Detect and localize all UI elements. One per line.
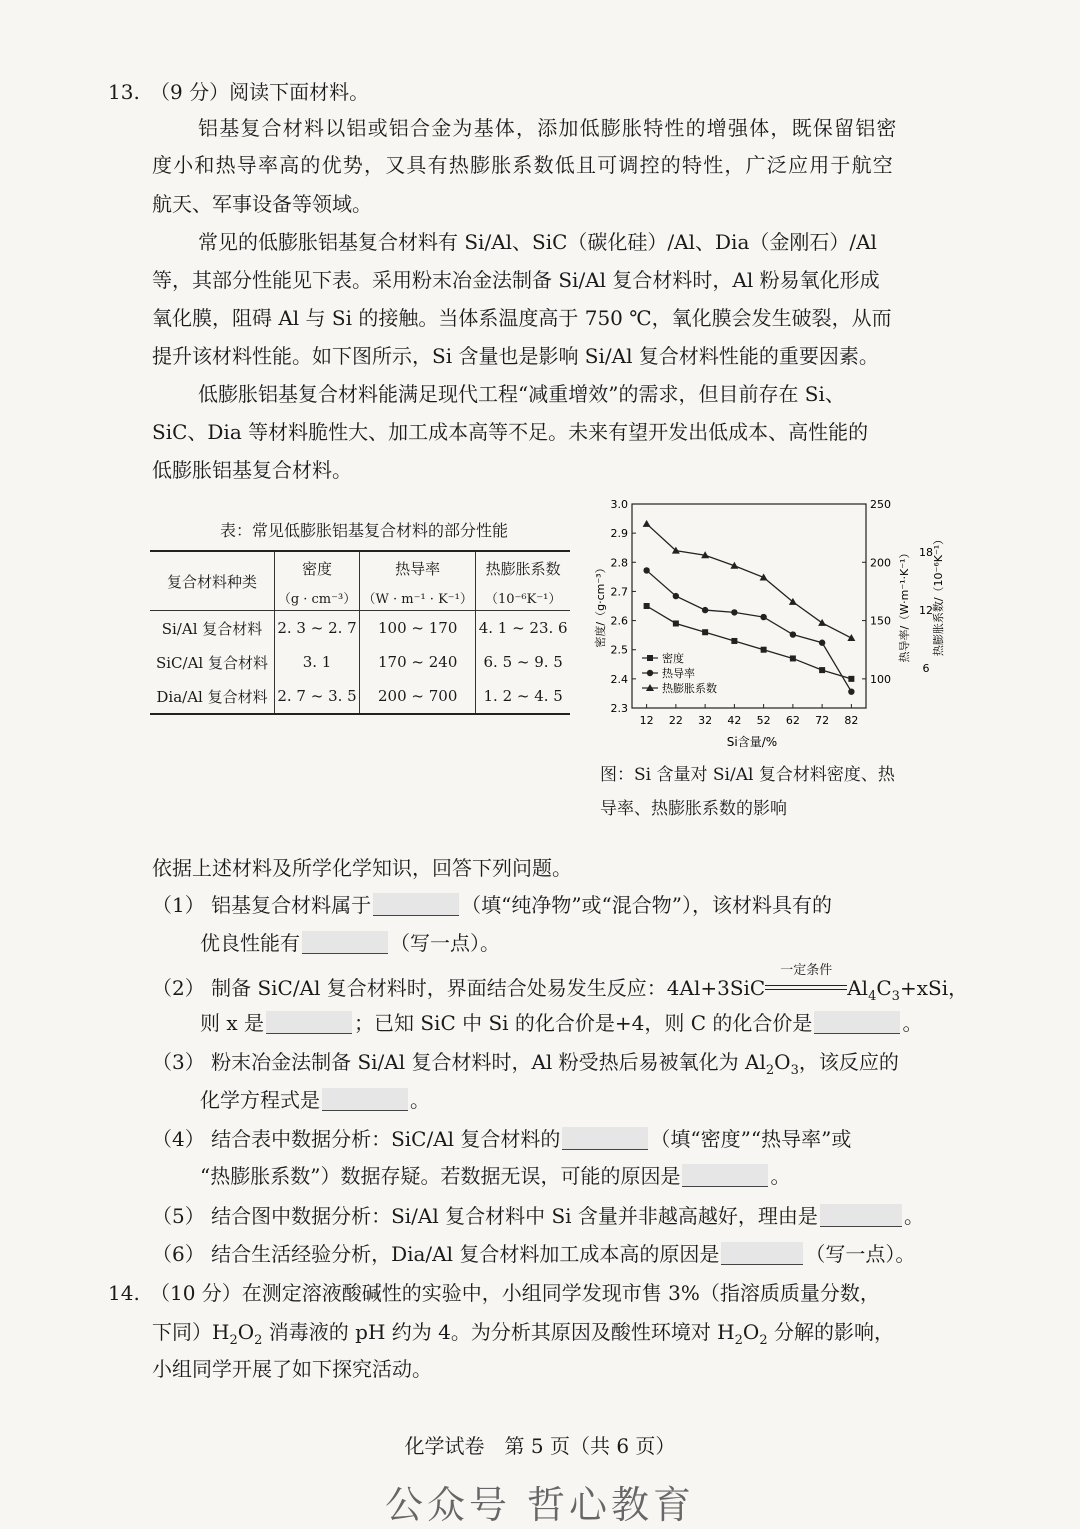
question-1 [152,893,832,917]
x-tick-label: 62 [785,714,800,727]
question-4 [152,1127,851,1151]
page-footer: 化学试卷 第 5 页（共 6 页） [404,1434,676,1458]
question-3-sub-3: 3 [790,1063,799,1078]
table-row [150,679,570,714]
table-cell: Dia/Al 复合材料 [150,679,275,714]
questions-intro: 依据上述材料及所学化学知识，回答下列问题。 [152,856,572,880]
x-tick-label: 72 [815,714,830,727]
conductivity-point [643,567,649,573]
table-header-density: 密度 [275,551,360,584]
question-14-line-1: （10 分）在测定溶液酸碱性的实验中，小组同学发现市售 3%（指溶质质量分数， [150,1281,880,1305]
question-2-line-2 [200,1011,922,1035]
question-2-text-g: 。 [902,1011,923,1035]
density-point [673,620,679,626]
q14-sub: 2 [734,1333,743,1348]
q14-text-b: O [237,1320,255,1344]
question-5-text-b: 。 [903,1204,924,1228]
question-14-line-2 [152,1320,894,1348]
x-tick-label: 32 [698,714,713,727]
legend-label: 热导率 [662,667,695,680]
question-6-text-a: （6） 结合生活经验分析，Dia/Al 复合材料加工成本高的原因是 [152,1242,720,1266]
paragraph-2-line-3: 氧化膜，阻碍 Al 与 Si 的接触。当体系温度高于 750 ℃，氧化膜会发生破裂，从而 [152,306,892,330]
chart-ylabel-left: 密度/（g·cm⁻³） [594,562,607,648]
legend-label: 热膨胀系数 [662,682,717,695]
paragraph-2-line-1: 常见的低膨胀铝基复合材料有 Si/Al、SiC（碳化硅）/Al、Dia（金刚石）/Al [198,230,877,254]
density-point [702,629,708,635]
x-tick-label: 42 [727,714,742,727]
paragraph-1-line-1: 铝基复合材料以铝或铝合金为基体，添加低膨胀特性的增强体，既保留铝密 [198,116,898,140]
chart-ylabel-right2: 热膨胀系数/（10⁻⁶K⁻¹） [932,533,945,657]
y-left-tick-label: 3.0 [610,498,628,511]
question-13-heading: （9 分）阅读下面材料。 [150,80,370,104]
conductivity-point [760,614,766,620]
question-4-text-a: （4） 结合表中数据分析：SiC/Al 复合材料的 [152,1127,561,1151]
conductivity-point [673,593,679,599]
y-left-tick-label: 2.4 [610,672,628,686]
answer-blank-6[interactable] [721,1242,803,1265]
q14-sub: 2 [229,1333,238,1348]
density-point [761,647,767,653]
y-left-tick-label: 2.7 [610,585,628,599]
question-2 [152,963,969,1004]
density-point [731,638,737,644]
question-6 [152,1242,915,1266]
question-4-text-c: “热膨胀系数”）数据存疑。若数据无误，可能的原因是 [200,1164,681,1188]
y-right-tick-label: 150 [870,614,891,628]
x-tick-label: 52 [756,714,771,727]
table-title: 表：常见低膨胀铝基复合材料的部分性能 [220,521,509,540]
answer-blank-2-1[interactable] [266,1011,352,1034]
y-left-tick-label: 2.8 [610,556,628,570]
question-2-sub-4: 4 [868,989,877,1004]
watermark: 公众号 哲心教育 [384,1483,696,1527]
paragraph-3-line-1: 低膨胀铝基复合材料能满足现代工程“减重增效”的需求，但目前存在 Si、 [198,382,845,406]
y-right-tick-label: 200 [870,556,891,570]
question-2-formula-al: Al [847,976,869,1000]
paragraph-3-line-3: 低膨胀铝基复合材料。 [152,458,352,482]
question-3 [152,1050,899,1078]
table-header-density-unit: （g · cm⁻³） [275,584,360,611]
q14-sub: 2 [254,1333,263,1348]
question-3-text-c: ，该反应的 [798,1050,899,1074]
conductivity-point [790,631,796,637]
question-1-line-2 [200,931,500,955]
table-cell: 2. 3 ~ 2. 7 [275,611,360,646]
table-cell: 1. 2 ~ 4. 5 [483,687,563,705]
question-5 [152,1204,924,1228]
table-cell: 200 ~ 700 [360,679,476,714]
table-cell: 6. 5 ~ 9. 5 [483,653,563,671]
question-3-formula-o: O [774,1050,791,1074]
question-4-line-2 [200,1164,790,1188]
y-left-tick-label: 2.5 [610,643,628,657]
reaction-arrow [765,963,847,997]
question-number-14: 14. [108,1281,140,1305]
question-14-line-3: 小组同学开展了如下探究活动。 [152,1357,432,1381]
table-header-conductivity: 热导率 [360,551,476,584]
paragraph-1-line-3: 航天、军事设备等领域。 [152,192,372,216]
x-tick-label: 12 [639,714,654,727]
answer-blank-1-2[interactable] [302,931,388,954]
x-tick-label: 22 [668,714,683,727]
table-cell: 3. 1 [275,645,360,679]
q14-sub: 2 [759,1333,768,1348]
table-cell: 100 ~ 170 [360,611,476,646]
table-row [150,645,570,679]
legend-label: 密度 [662,652,684,665]
chart-caption-line-2: 导率、热膨胀系数的影响 [600,799,787,819]
question-1-text-b: （填“纯净物”或“混合物”），该材料具有的 [461,893,832,917]
q14-text-c: 消毒液的 pH 约为 4。为分析其原因及酸性环境对 H [262,1320,735,1344]
question-number-13: 13. [108,80,140,104]
answer-blank-2-2[interactable] [814,1011,900,1034]
paragraph-3-line-2: SiC、Dia 等材料脆性大、加工成本高等不足。未来有望开发出低成本、高性能的 [152,420,869,444]
density-point [644,603,650,609]
density-point [647,655,653,661]
expansion-point [643,520,651,527]
paragraph-1-line-2: 度小和热导率高的优势，又具有热膨胀系数低且可调控的特性，广泛应用于航空 [152,153,894,177]
question-2-formula-c: C [876,976,892,1000]
si-content-chart [590,490,970,750]
q14-text-d: O [742,1320,760,1344]
question-4-text-d: 。 [770,1164,791,1188]
question-2-text-f: ；已知 SiC 中 Si 的化合价是+4，则 C 的化合价是 [354,1011,813,1035]
chart-xlabel: Si含量/% [726,735,778,749]
table-cell: 2. 7 ~ 3. 5 [275,679,360,714]
y-right-tick-label: 250 [870,498,891,511]
question-5-text-a: （5） 结合图中数据分析：Si/Al 复合材料中 Si 含量并非越高越好，理由是 [152,1204,818,1228]
question-3-text-a: （3） 粉末冶金法制备 Si/Al 复合材料时，Al 粉受热后易被氧化为 Al [152,1050,766,1074]
paragraph-2-line-2: 等，其部分性能见下表。采用粉末冶金法制备 Si/Al 复合材料时，Al 粉易氧化形成 [152,268,880,292]
question-2-text-d: +xSi， [899,976,969,1000]
question-1-text-a: （1） 铝基复合材料属于 [152,893,372,917]
conductivity-point [702,607,708,613]
question-2-sub-3: 3 [891,989,900,1004]
density-point [848,676,854,682]
y-left-tick-label: 2.9 [610,527,628,541]
table-row [150,611,570,646]
question-1-text-d: （写一点）。 [390,931,500,955]
table-header-expansion: 热膨胀系数 [485,559,561,578]
table-cell: Si/Al 复合材料 [150,611,275,646]
question-2-text-a: （2） 制备 SiC/Al 复合材料时，界面结合处易发生反应：4Al+3SiC [152,976,766,1000]
question-3-text-e: 。 [410,1088,430,1112]
table-cell: 170 ~ 240 [360,645,476,679]
table-header-type: 复合材料种类 [150,551,275,611]
y-right2-tick-label: 12 [919,604,933,617]
question-3-text-d: 化学方程式是 [200,1088,320,1112]
density-point [819,667,825,673]
question-6-text-b: （写一点）。 [805,1242,916,1266]
conductivity-point [848,688,854,694]
chart-ylabel-right1: 热导率/（W·m⁻¹·K⁻¹） [898,547,911,663]
answer-blank-4-1[interactable] [562,1127,648,1150]
table-cell: 4. 1 ~ 23. 6 [476,611,570,646]
y-left-tick-label: 2.3 [610,702,628,715]
y-right2-tick-label: 6 [922,662,930,675]
question-1-text-c: 优良性能有 [200,931,300,955]
table-header-conductivity-unit: （W · m⁻¹ · K⁻¹） [360,584,476,611]
q14-text-a: 下同）H [152,1320,230,1344]
expansion-point [847,634,855,641]
density-point [790,655,796,661]
answer-blank-5[interactable] [820,1204,902,1227]
q14-text-e: 分解的影响， [767,1320,894,1344]
y-left-tick-label: 2.6 [610,614,628,628]
expansion-point [818,619,826,626]
question-2-text-e: 则 x 是 [200,1011,264,1035]
answer-blank-4-2[interactable] [682,1164,768,1187]
conductivity-point [819,640,825,646]
answer-blank-1-1[interactable] [373,893,459,916]
paragraph-2-line-4: 提升该材料性能。如下图所示，Si 含量也是影响 Si/Al 复合材料性能的重要因素。 [152,344,879,368]
reaction-condition: 一定条件 [780,963,833,978]
x-tick-label: 82 [844,714,859,727]
chart-caption-line-1: 图：Si 含量对 Si/Al 复合材料密度、热 [600,765,895,785]
question-3-line-2 [200,1088,430,1112]
properties-table [150,550,570,715]
question-3-sub-2: 2 [765,1063,775,1078]
answer-blank-3[interactable] [322,1088,408,1111]
y-right-tick-label: 100 [870,672,891,686]
conductivity-point [647,670,653,676]
table-cell: SiC/Al 复合材料 [150,645,275,679]
y-right2-tick-label: 18 [919,546,933,559]
conductivity-point [731,609,737,615]
question-4-text-b: （填“密度”“热导率”或 [650,1127,852,1151]
table-header-expansion-unit: （10⁻⁶K⁻¹） [484,591,562,607]
